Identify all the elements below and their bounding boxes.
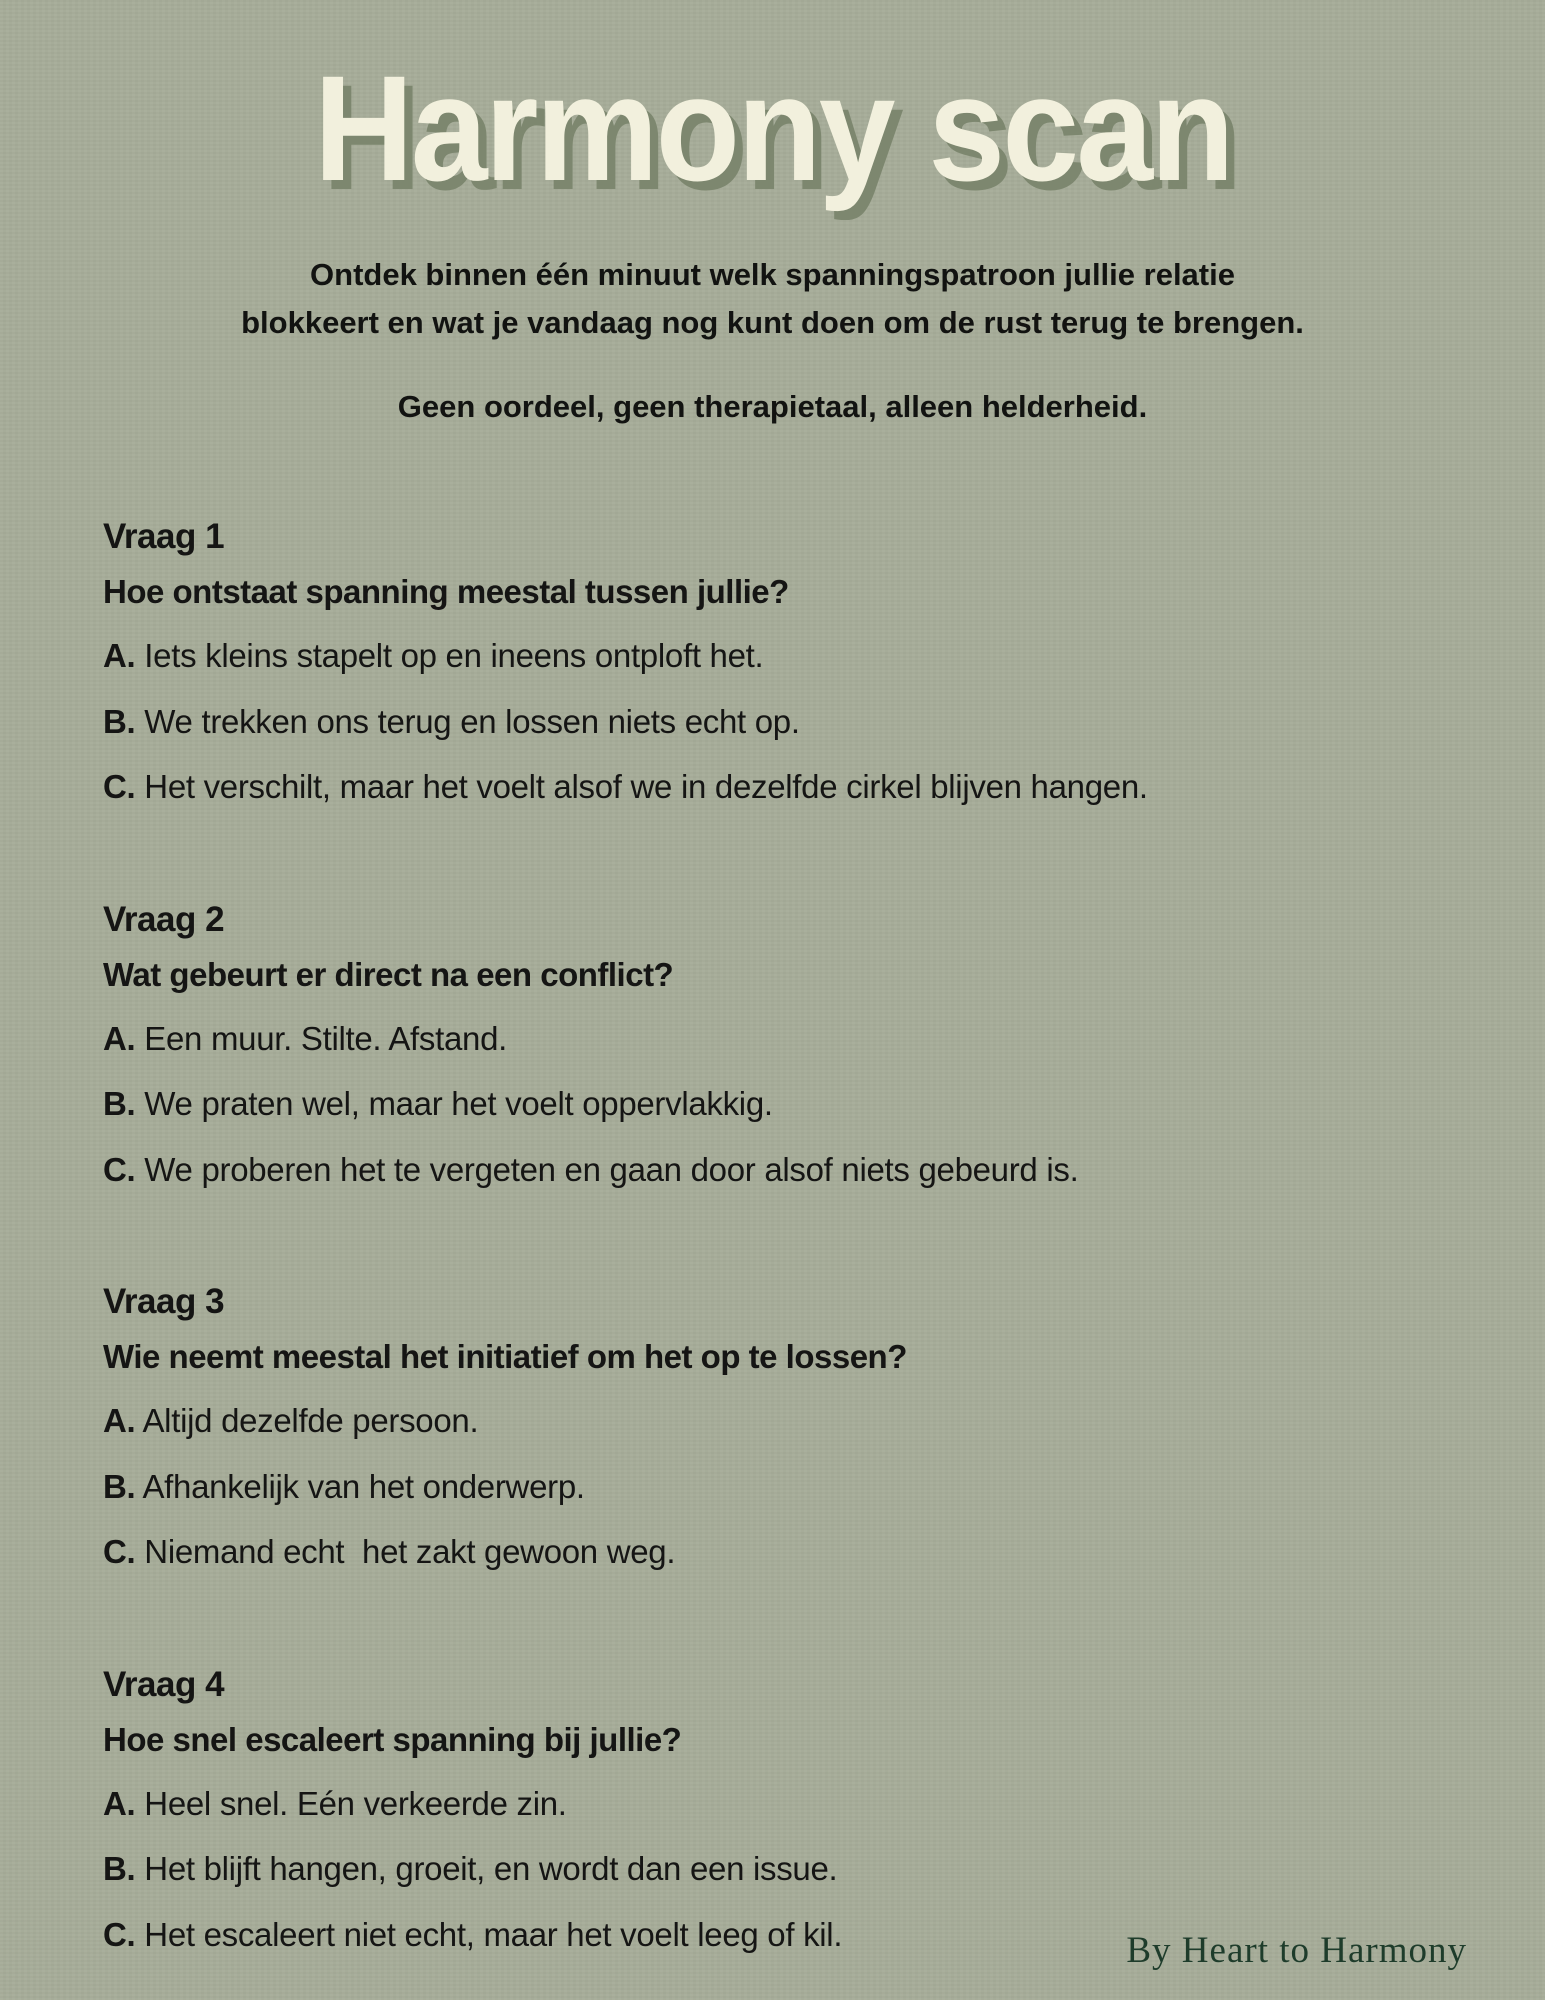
footer-brand: By Heart to Harmony [1126, 1930, 1467, 1971]
option-letter: A. [103, 1019, 136, 1057]
intro-line-2: blokkeert en wat je vandaag nog kunt doen om de rust terug te brengen. [241, 305, 1304, 341]
option-a [103, 631, 1455, 681]
option-letter: B. [103, 1467, 136, 1505]
question-text: Hoe snel escaleert spanning bij jullie? [103, 1720, 682, 1758]
option-text: Afhankelijk van het onderwerp. [142, 1467, 585, 1505]
intro-line-1: Ontdek binnen één minuut welk spanningspatroon jullie relatie [310, 257, 1235, 292]
questions-section [0, 517, 1545, 1959]
option-letter: B. [103, 1850, 136, 1888]
option-letter: C. [103, 768, 136, 806]
option-a [103, 1396, 1455, 1446]
option-letter: A. [103, 1402, 136, 1440]
option-text: We praten wel, maar het voelt oppervlakkig. [144, 1085, 773, 1123]
option-letter: B. [103, 1085, 136, 1123]
option-c [103, 1145, 1455, 1195]
option-text: Een muur. Stilte. Afstand. [144, 1019, 508, 1057]
option-c [103, 1527, 1455, 1577]
question-label: Vraag 4 [103, 1664, 225, 1704]
question-label: Vraag 3 [103, 1282, 225, 1322]
option-a [103, 1779, 1455, 1829]
option-text: Niemand echt het zakt gewoon weg. [144, 1533, 676, 1571]
option-a [103, 1014, 1455, 1064]
option-letter: C. [103, 1915, 136, 1953]
option-text: Altijd dezelfde persoon. [142, 1402, 479, 1440]
question-label: Vraag 2 [103, 899, 225, 939]
option-letter: A. [103, 1784, 136, 1822]
option-b [103, 697, 1455, 747]
tagline: Geen oordeel, geen therapietaal, alleen helderheid. [397, 389, 1148, 425]
option-text: Heel snel. Eén verkeerde zin. [144, 1784, 567, 1822]
option-b [103, 1079, 1455, 1129]
question-text: Wat gebeurt er direct na een conflict? [103, 955, 674, 993]
option-letter: B. [103, 702, 136, 740]
option-text: Het verschilt, maar het voelt alsof we in dezelfde cirkel blijven hangen. [144, 768, 1148, 806]
option-letter: C. [103, 1150, 136, 1188]
question-label: Vraag 1 [103, 517, 225, 557]
page-title [0, 0, 1545, 211]
question-block-4 [103, 1665, 1455, 1960]
option-letter: A. [103, 637, 136, 675]
question-text: Hoe ontstaat spanning meestal tussen jullie? [103, 573, 789, 611]
page-title-text: Harmony scan [313, 44, 1232, 212]
option-text: We proberen het te vergeten en gaan door alsof niets gebeurd is. [144, 1150, 1079, 1188]
question-block-2 [103, 900, 1455, 1195]
option-letter: C. [103, 1533, 136, 1571]
option-text: Het blijft hangen, groeit, en wordt dan een issue. [144, 1850, 838, 1888]
question-text: Wie neemt meestal het initiatief om het op te lossen? [103, 1338, 907, 1376]
option-text: Iets kleins stapelt op en ineens ontploft het. [144, 637, 764, 675]
intro-text [0, 251, 1545, 347]
option-text: We trekken ons terug en lossen niets echt op. [144, 702, 800, 740]
option-text: Het escaleert niet echt, maar het voelt leeg of kil. [144, 1915, 843, 1953]
option-b [103, 1462, 1455, 1512]
option-c [103, 762, 1455, 812]
option-b [103, 1844, 1455, 1894]
question-block-3 [103, 1282, 1455, 1577]
question-block-1 [103, 517, 1455, 812]
